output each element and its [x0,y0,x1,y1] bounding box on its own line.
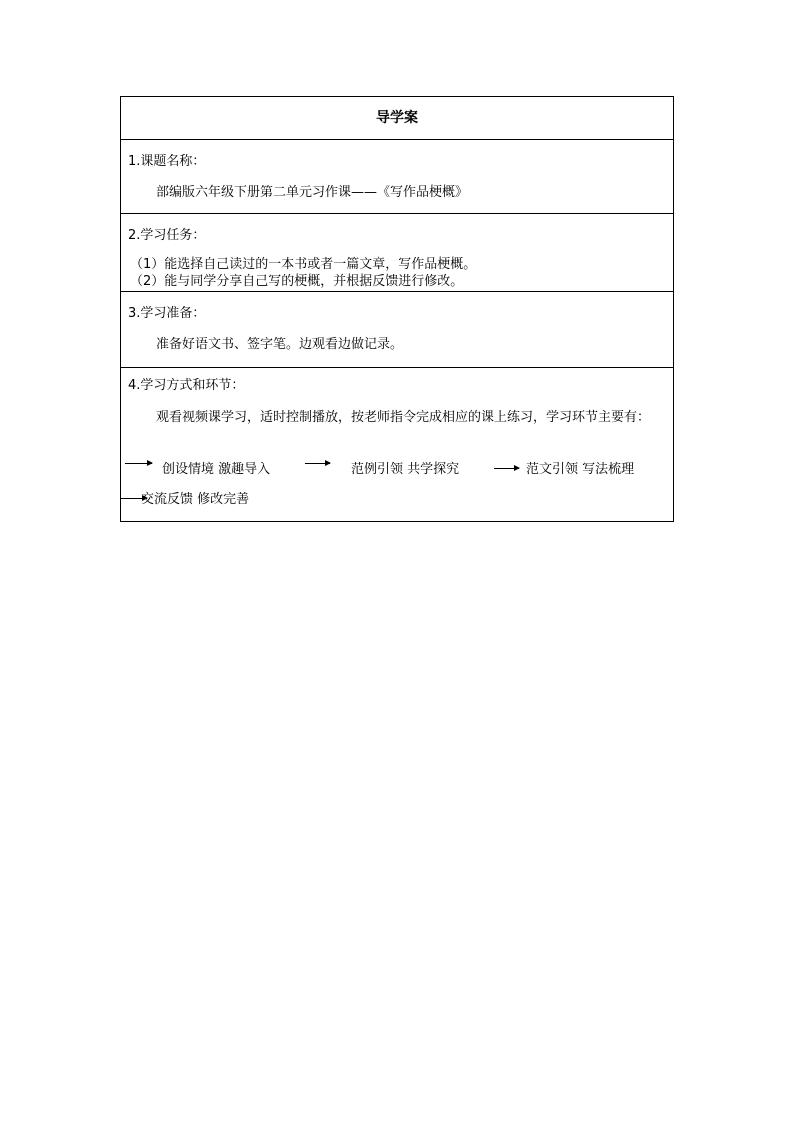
right-arrow-icon [494,468,519,469]
preparation-content: 准备好语文书、签字笔。边观看边做记录。 [156,337,404,352]
step-label: 范文引领 写法梳理 [526,462,635,477]
task-item: （2）能与同学分享自己写的梗概，并根据反馈进行修改。 [130,274,464,289]
section-heading: 1.课题名称： [128,154,206,169]
right-arrow-icon [125,463,152,464]
section-topic [121,139,673,213]
page-title: 导学案 [376,110,418,126]
task-item: （1）能选择自己读过的一本书或者一篇文章，写作品梗概。 [130,257,477,272]
topic-content: 部编版六年级下册第二单元习作课——《写作品梗概》 [156,185,469,200]
table-title-row [121,97,673,139]
method-intro: 观看视频课学习，适时控制播放，按老师指令完成相应的课上练习，学习环节主要有： [156,410,651,425]
step-label: 范例引领 共学探究 [351,462,460,477]
section-heading: 2.学习任务： [128,228,206,243]
section-method [121,367,673,521]
step-label: 创设情境 激趣导入 [162,462,271,477]
step-label: 交流反馈 修改完善 [141,492,250,507]
guide-table [120,96,674,522]
section-preparation [121,291,673,367]
right-arrow-icon [305,463,330,464]
section-heading: 3.学习准备： [128,306,206,321]
section-tasks [121,213,673,291]
section-heading: 4.学习方式和环节： [128,378,245,393]
